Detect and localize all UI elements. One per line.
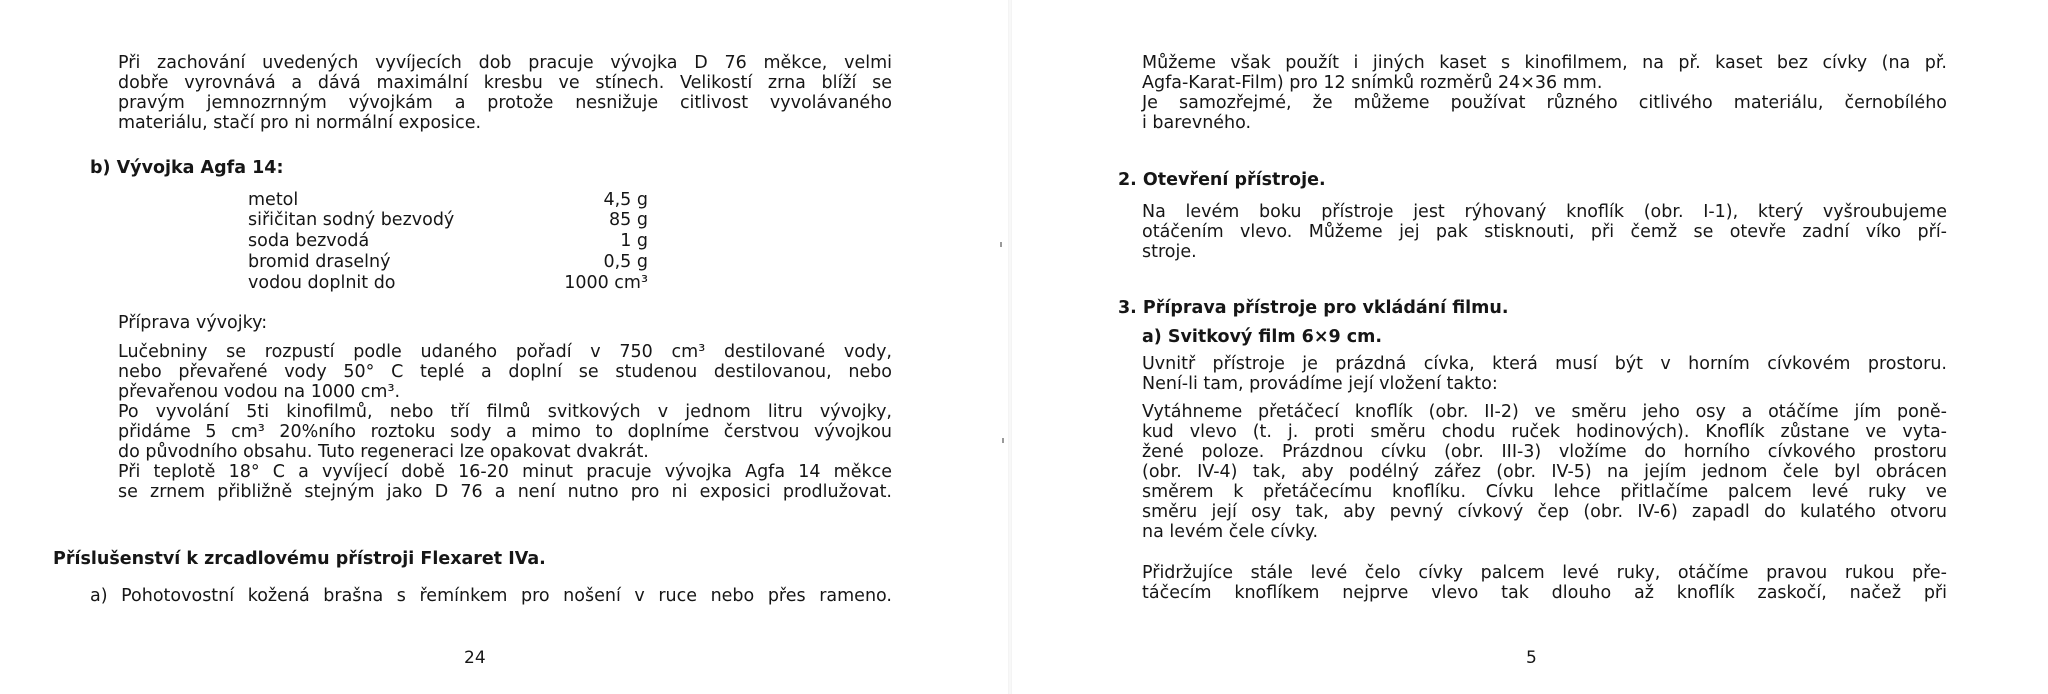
subsection-a-line: táčecím knoflíkem nejprve vlevo tak dlouho až knoflík zaskočí, načež při [1142,583,1947,603]
left-page [0,0,1010,694]
preparation-line: Při teplotě 18° C a vyvíjecí době 16-20 minut pracuje vývojka Agfa 14 měkce [118,462,892,482]
recipe-ingredient: soda bezvodá [248,231,370,251]
paper-speck [1000,242,1002,247]
section-3-title: 3. Příprava přístroje pro vkládání filmu. [1118,298,1509,318]
recipe-amount: 85 g [609,210,648,230]
right-intro-line: Můžeme však použít i jiných kaset s kinofilmem, na př. kaset bez cívky (na př. [1142,53,1947,73]
recipe-ingredient: bromid draselný [248,252,391,272]
subsection-a-line: Přidržujíce stále levé čelo cívky palcem levé ruky, otáčíme pravou rukou pře- [1142,563,1947,583]
preparation-line: přidáme 5 cm³ 20%ního roztoku sody a mimo to doplníme čerstvou vývojkou [118,422,892,442]
page-number: 5 [1526,648,1537,668]
preparation-title: Příprava vývojky: [118,313,268,333]
subsection-a-line: (obr. IV-4) tak, aby podélný zářez (obr. IV-5) na jejím jednom čele byl obrácen [1142,462,1947,482]
recipe-ingredient: siřičitan sodný bezvodý [248,210,455,230]
preparation-line: Po vyvolání 5ti kinofilmů, nebo tří filmů svitkových v jednom litru vývojky, [118,402,892,422]
accessories-title: Příslušenství k zrcadlovému přístroji Flexaret IVa. [53,549,546,569]
page-number: 24 [464,648,486,668]
left-intro-line: materiálu, stačí pro ni normální exposice. [118,113,482,133]
recipe-ingredient: vodou doplnit do [248,273,396,293]
subsection-a-line: na levém čele cívky. [1142,522,1319,542]
subsection-a-line: kud vlevo (t. j. proti směru chodu ruček hodinových). Knoflík zůstane ve vyta- [1142,422,1947,442]
section-2-line: otáčením vlevo. Můžeme jej pak stisknouti, při čemž se otevře zadní víko pří- [1142,222,1947,242]
preparation-line: se zrnem přibližně stejným jako D 76 a není nutno pro ni exposici prodlužovat. [118,482,892,502]
left-intro-line: pravým jemnozrnným vývojkám a protože nesnižuje citlivost vyvolávaného [118,93,892,113]
recipe-amount: 0,5 g [603,252,648,272]
left-intro-line: Při zachování uvedených vyvíjecích dob pracuje vývojka D 76 měkce, velmi [118,53,892,73]
paper-speck [1002,438,1004,443]
section-b-title: b) Vývojka Agfa 14: [90,158,284,178]
section-2-line: stroje. [1142,242,1197,262]
subsection-a-line: žené poloze. Prázdnou cívku (obr. III-3) vložíme do horního cívkového prostoru [1142,442,1947,462]
subsection-a-line: směru její osy tak, aby pevný cívkový čep (obr. IV-6) zapadl do kulatého otvoru [1142,502,1947,522]
subsection-a-line: Uvnitř přístroje je prázdná cívka, která musí být v horním cívkovém prostoru. [1142,354,1947,374]
subsection-a-title: a) Svitkový film 6×9 cm. [1142,327,1383,347]
recipe-ingredient: metol [248,190,299,210]
subsection-a-line: Není-li tam, provádíme její vložení takto: [1142,374,1498,394]
left-intro-line: dobře vyrovnává a dává maximální kresbu ve stínech. Velikostí zrna blíží se [118,73,892,93]
recipe-amount: 4,5 g [603,190,648,210]
section-2-line: Na levém boku přístroje jest rýhovaný knoflík (obr. I-1), který vyšroubujeme [1142,202,1947,222]
right-intro-line: Je samozřejmé, že můžeme používat různého citlivého materiálu, černobílého [1142,93,1947,113]
preparation-line: převařenou vodou na 1000 cm³. [118,382,401,402]
recipe-amount: 1 g [620,231,648,251]
subsection-a-line: směrem k přetáčecímu knoflíku. Cívku lehce přitlačíme palcem levé ruky ve [1142,482,1947,502]
accessory-item-a: a) Pohotovostní kožená brašna s řemínkem pro nošení v ruce nebo přes rameno. [90,586,892,606]
right-intro-line: Agfa-Karat-Film) pro 12 snímků rozměrů 24×36 mm. [1142,73,1603,93]
preparation-line: nebo převařené vody 50° C teplé a doplní se studenou destilovanou, nebo [118,362,892,382]
section-2-title: 2. Otevření přístroje. [1118,170,1326,190]
right-page [1010,0,2048,694]
subsection-a-line: Vytáhneme přetáčecí knoflík (obr. II-2) ve směru jeho osy a otáčíme jím poně- [1142,402,1947,422]
preparation-line: do původního obsahu. Tuto regeneraci lze opakovat dvakrát. [118,442,649,462]
right-intro-line: i barevného. [1142,113,1252,133]
preparation-line: Lučebniny se rozpustí podle udaného pořadí v 750 cm³ destilované vody, [118,342,892,362]
recipe-amount: 1000 cm³ [564,273,648,293]
